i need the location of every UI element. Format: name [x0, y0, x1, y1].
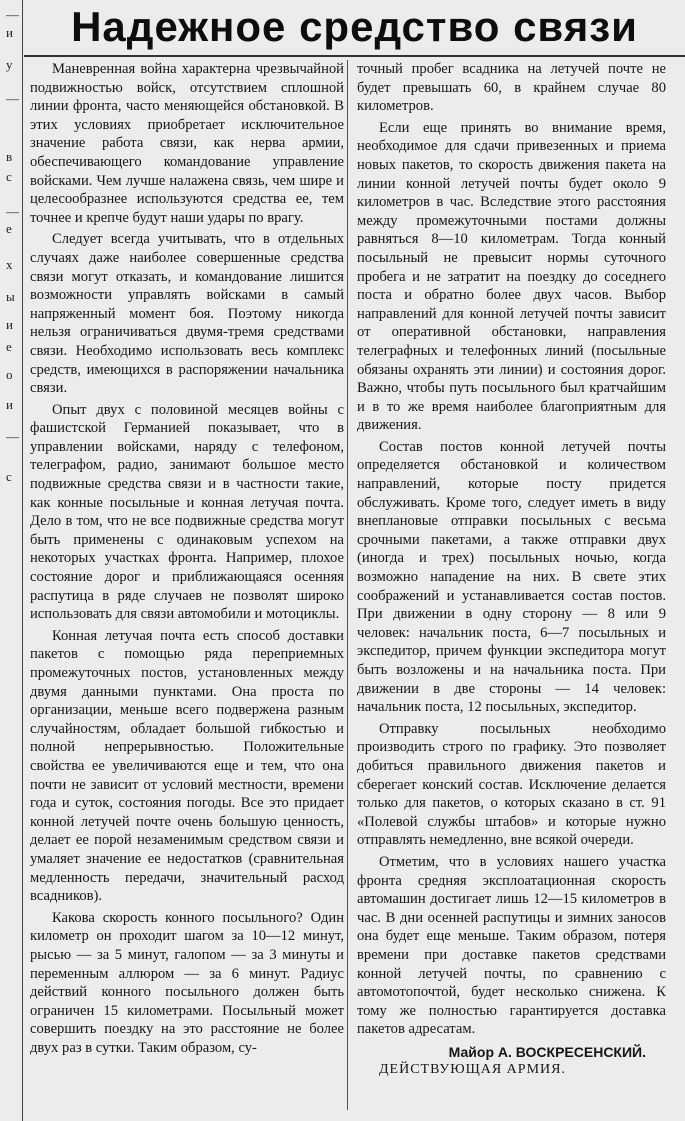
- margin-fragment: и: [6, 397, 13, 412]
- margin-fragment: и: [6, 317, 13, 332]
- margin-fragment: е: [6, 339, 12, 354]
- author-signature: Майор А. ВОСКРЕСЕНСКИЙ.: [448, 1043, 646, 1060]
- margin-fragment: о: [6, 367, 13, 382]
- paragraph: Если еще принять во внимание время, необходимое для сдачи привезенных и приема новых пакетов, то скорость движения пакета на линии конной летучей почты будет около 9 километров в час. Вследствие этого расстояния между промежуточными постами должны равняться 8—10 километрам. Тогда конный посыльный не превысит нормы суточного пробега и не затратит на поездку до соседнего поста и обратно более двух часов. Выбор направлений для конной летучей почты зависит от оперативной обстановки, направления телеграфных и телефонных линий (посыльные обязаны охранять эти линии) и состояния дорог. Важно, чтобы путь посыльного был кратчайшим и в то же время наиболее благоприятным для движения.: [357, 119, 666, 434]
- margin-fragment: в: [6, 149, 13, 164]
- left-margin-fragments: [0, 0, 23, 1121]
- paragraph: Отправку посыльных необходимо производить строго по графику. Это позволяет добиться правильного движения пакетов и сберегает конский состав. Исключение делается только для пакетов, о которых сказано в ст. 91 «Полевой службы штабов» и которые нужно отправлять немедленно, вне всякой очереди.: [357, 720, 666, 849]
- paragraph: Следует всегда учитывать, что в отдельных случаях даже наиболее совершенные средства связи могут отказать, и командование лишится возможности управлять войсками в самый напряженный момент боя. Поэтому никогда нельзя ограничиваться двумя-тремя средствами связи. Необходимо использовать весь комплекс средств, имеющихся в распоряжении начальника связи.: [30, 231, 344, 397]
- margin-fragment: х: [6, 257, 13, 272]
- margin-fragment: —: [6, 204, 19, 219]
- article-headline: Надежное средство связи: [71, 3, 638, 50]
- paragraph: Маневренная война характерна чрезвычайной подвижностью войск, отсутствием сплошной линии фронта, часто меняющейся обстановкой. В этих условиях приобретает исключительное значение работа связи, как нерва армии, обеспечивающего командование управление войсками. Чем лучше налажена связь, чем шире и целесообразнее используются средства ее, тем точнее и крепче будут наши удары по врагу.: [30, 61, 344, 226]
- dateline-place: ДЕЙСТВУЮЩАЯ АРМИЯ.: [379, 1062, 566, 1078]
- margin-fragment: —: [6, 429, 19, 444]
- margin-fragment: —: [6, 7, 19, 22]
- margin-fragment: е: [6, 221, 12, 236]
- paragraph: точный пробег всадника на летучей почте не будет превышать 60, в крайнем случае 80 километров.: [357, 61, 666, 115]
- margin-fragment: с: [6, 469, 12, 484]
- paragraph: Опыт двух с половиной месяцев войны с фашистской Германией показывает, что в управлении войсками, наряду с телефоном, телеграфом, радио, занимают большое место подвижные средства связи и в частности такие, как конные посыльные и конная летучая почта. Дело в том, что не все подвижные средства могут быть применены с одинаковым успехом на некоторых участках фронта. Например, плохое состояние дорог и приближающаяся осенняя распутица в ряде случаев не позволят широко использовать для связи автомобили и мотоциклы.: [30, 401, 344, 623]
- margin-fragment: с: [6, 169, 12, 184]
- margin-fragment: —: [6, 91, 19, 106]
- paragraph: Отметим, что в условиях нашего участка фронта средняя эксплоатационная скорость автомашин достигает лишь 12—15 километров в час. В дни осенней распутицы и зимних заносов она будет еще меньше. Таким образом, потеря времени при доставке пакетов средствами конной летучей почты, по сравнению с автомотопочтой, будет несколько снижена. К тому же полностью гарантируется доставка пакетов адресатам.: [357, 853, 666, 1038]
- headline-rule: [24, 55, 685, 57]
- margin-fragment: у: [6, 57, 13, 72]
- column-divider: [347, 60, 348, 1110]
- paragraph: Конная летучая почта есть способ доставки пакетов с помощью ряда переприемных промежуточных постов, установленных между двумя данными пунктами. Она проста по организации, меньше всего подвержена разным случайностям, обладает большой гибкостью и полной непрерывностью. Положительные свойства ее увеличиваются еще и тем, что она почти не зависит от условий местности, времени года и суток, состояния погоды. Все это придает конной летучей почте очень большую ценность, делает ее порой незаменимым средством связи и умаляет значение ее недостатков (сравнительная медленность передачи, значительный расход всадников).: [30, 627, 344, 905]
- article-column-1: [30, 60, 344, 1057]
- article-column-2: [357, 60, 666, 1080]
- paragraph: Какова скорость конного посыльного? Один километр он проходит шагом за 10—12 минут, рысью — за 5 минут, галопом — за 3 минуты и переменным аллюром — за 6 минут. Радиус действий конного посыльного должен быть ограничен 15 километрами. Посыльный может совершить поездку на это расстояние не более двух раз в сутки. Таким образом, су-: [30, 909, 344, 1056]
- margin-fragment: и: [6, 25, 13, 40]
- margin-fragment: ы: [6, 289, 15, 304]
- paragraph: Состав постов конной летучей почты определяется обстановкой и количеством направлений, которые посту придется обслуживать. Кроме того, следует иметь в виду внеплановые отправки посыльных с весьма срочными пакетами, а также отправки двух (иногда и трех) посыльных ночью, когда возможно нападение на них. В свете этих соображений и устанавливается состав постов. При движении в одну сторону — 8 или 9 человек: начальник поста, 6—7 посыльных и экспедитор, причем функции экспедитора могут быть возложены и на начальника поста. При движении в две стороны — 14 человек: начальник поста, 12 посыльных, экспедитор.: [357, 438, 666, 716]
